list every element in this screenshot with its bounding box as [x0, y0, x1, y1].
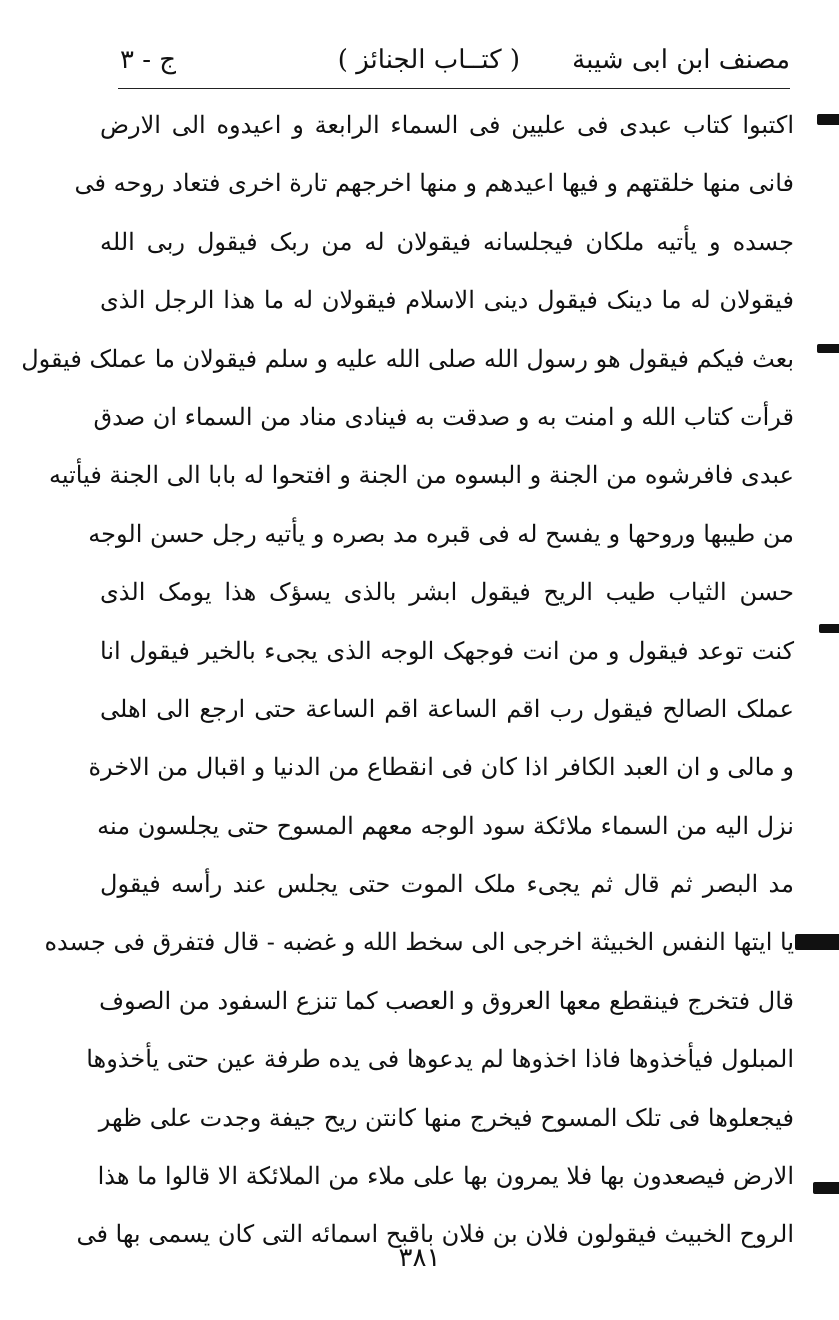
text-line: من طیبها وروحها و یفسح له فی قبره مد بصره و یأتیه رجل حسن الوجه [88, 519, 794, 548]
text-line: جسده و یأتیه ملکان فیجلسانه فیقولان له من ربک فیقول ربی الله [100, 227, 794, 256]
text-line: عبدی فافرشوه من الجنة و البسوه من الجنة و افتحوا له بابا الی الجنة فیأتیه [48, 461, 794, 490]
book-title: مصنف ابن ابی شیبة [572, 45, 790, 75]
text-line: المبلول فیأخذوها فاذا اخذوها لم یدعوها فی یده طرفة عین حتی یأخذوها [86, 1045, 794, 1074]
margin-mark [819, 624, 839, 633]
text-line: فیجعلوها فی تلک المسوح فیخرج منها کانتن ریح جیفة وجدت علی ظهر [98, 1103, 794, 1132]
text-line: اکتبوا کتاب عبدی فی علیین فی السماء الرابعة و اعیدوه الی الارض [100, 111, 794, 139]
text-line: بعث فیکم فیقول هو رسول الله صلی الله علیه و سلم فیقولان ما عملک فیقول [21, 344, 794, 373]
text-line: یا ایتها النفس الخبیثة اخرجی الی سخط الله و غضبه - قال فتفرق فی جسده [44, 928, 794, 957]
text-line: قال فتخرج فینقطع معها العروق و العصب کما تنزع السفود من الصوف [99, 986, 794, 1015]
text-line: حسن الثیاب طیب الریح فیقول ابشر بالذی یسؤک هذا یومک الذی [100, 578, 794, 607]
header-rule [118, 88, 790, 89]
text-line: عملک الصالح فیقول رب اقم الساعة اقم الساعة حتی ارجع الی اهلی [100, 694, 794, 723]
text-line: مد البصر ثم قال ثم یجیء ملک الموت حتی یجلس عند رأسه فیقول [100, 870, 794, 899]
text-line: فیقولان له ما دینک فیقول دینی الاسلام فیقولان له ما هذا الرجل الذی [100, 286, 794, 315]
margin-mark [817, 344, 839, 353]
margin-mark [795, 934, 839, 950]
text-line: قرأت کتاب الله و امنت به و صدقت به فینادی مناد من السماء ان صدق [93, 402, 794, 431]
volume-number: ج - ٣ [120, 45, 177, 75]
chapter-title: ( کتــاب الجنائز ) [337, 45, 520, 75]
text-line: الروح الخبیث فیقولون فلان بن فلان باقبح اسمائه التی کان یسمی بها فی [76, 1220, 794, 1249]
body-text [21, 96, 794, 1264]
text-line: الارض فیصعدون بها فلا یمرون بها علی ملاء من الملائکة الا قالوا ما هذا [97, 1162, 794, 1191]
margin-mark [813, 1182, 839, 1194]
text-line: کنت توعد فیقول و من انت فوجهک الوجه الذی یجیء بالخیر فیقول انا [100, 636, 794, 665]
page-number: ٣٨١ [398, 1243, 441, 1273]
text-line: نزل الیه من السماء ملائکة سود الوجه معهم المسوح حتی یجلسون منه [97, 811, 794, 840]
text-line: و مالی و ان العبد الکافر اذا کان فی انقطاع من الدنیا و اقبال من الاخرة [88, 753, 794, 782]
text-line: فانی منها خلقتهم و فیها اعیدهم و منها اخرجهم تارة اخری فتعاد روحه فی [74, 169, 794, 198]
page-header [110, 38, 790, 82]
margin-mark [817, 114, 839, 125]
